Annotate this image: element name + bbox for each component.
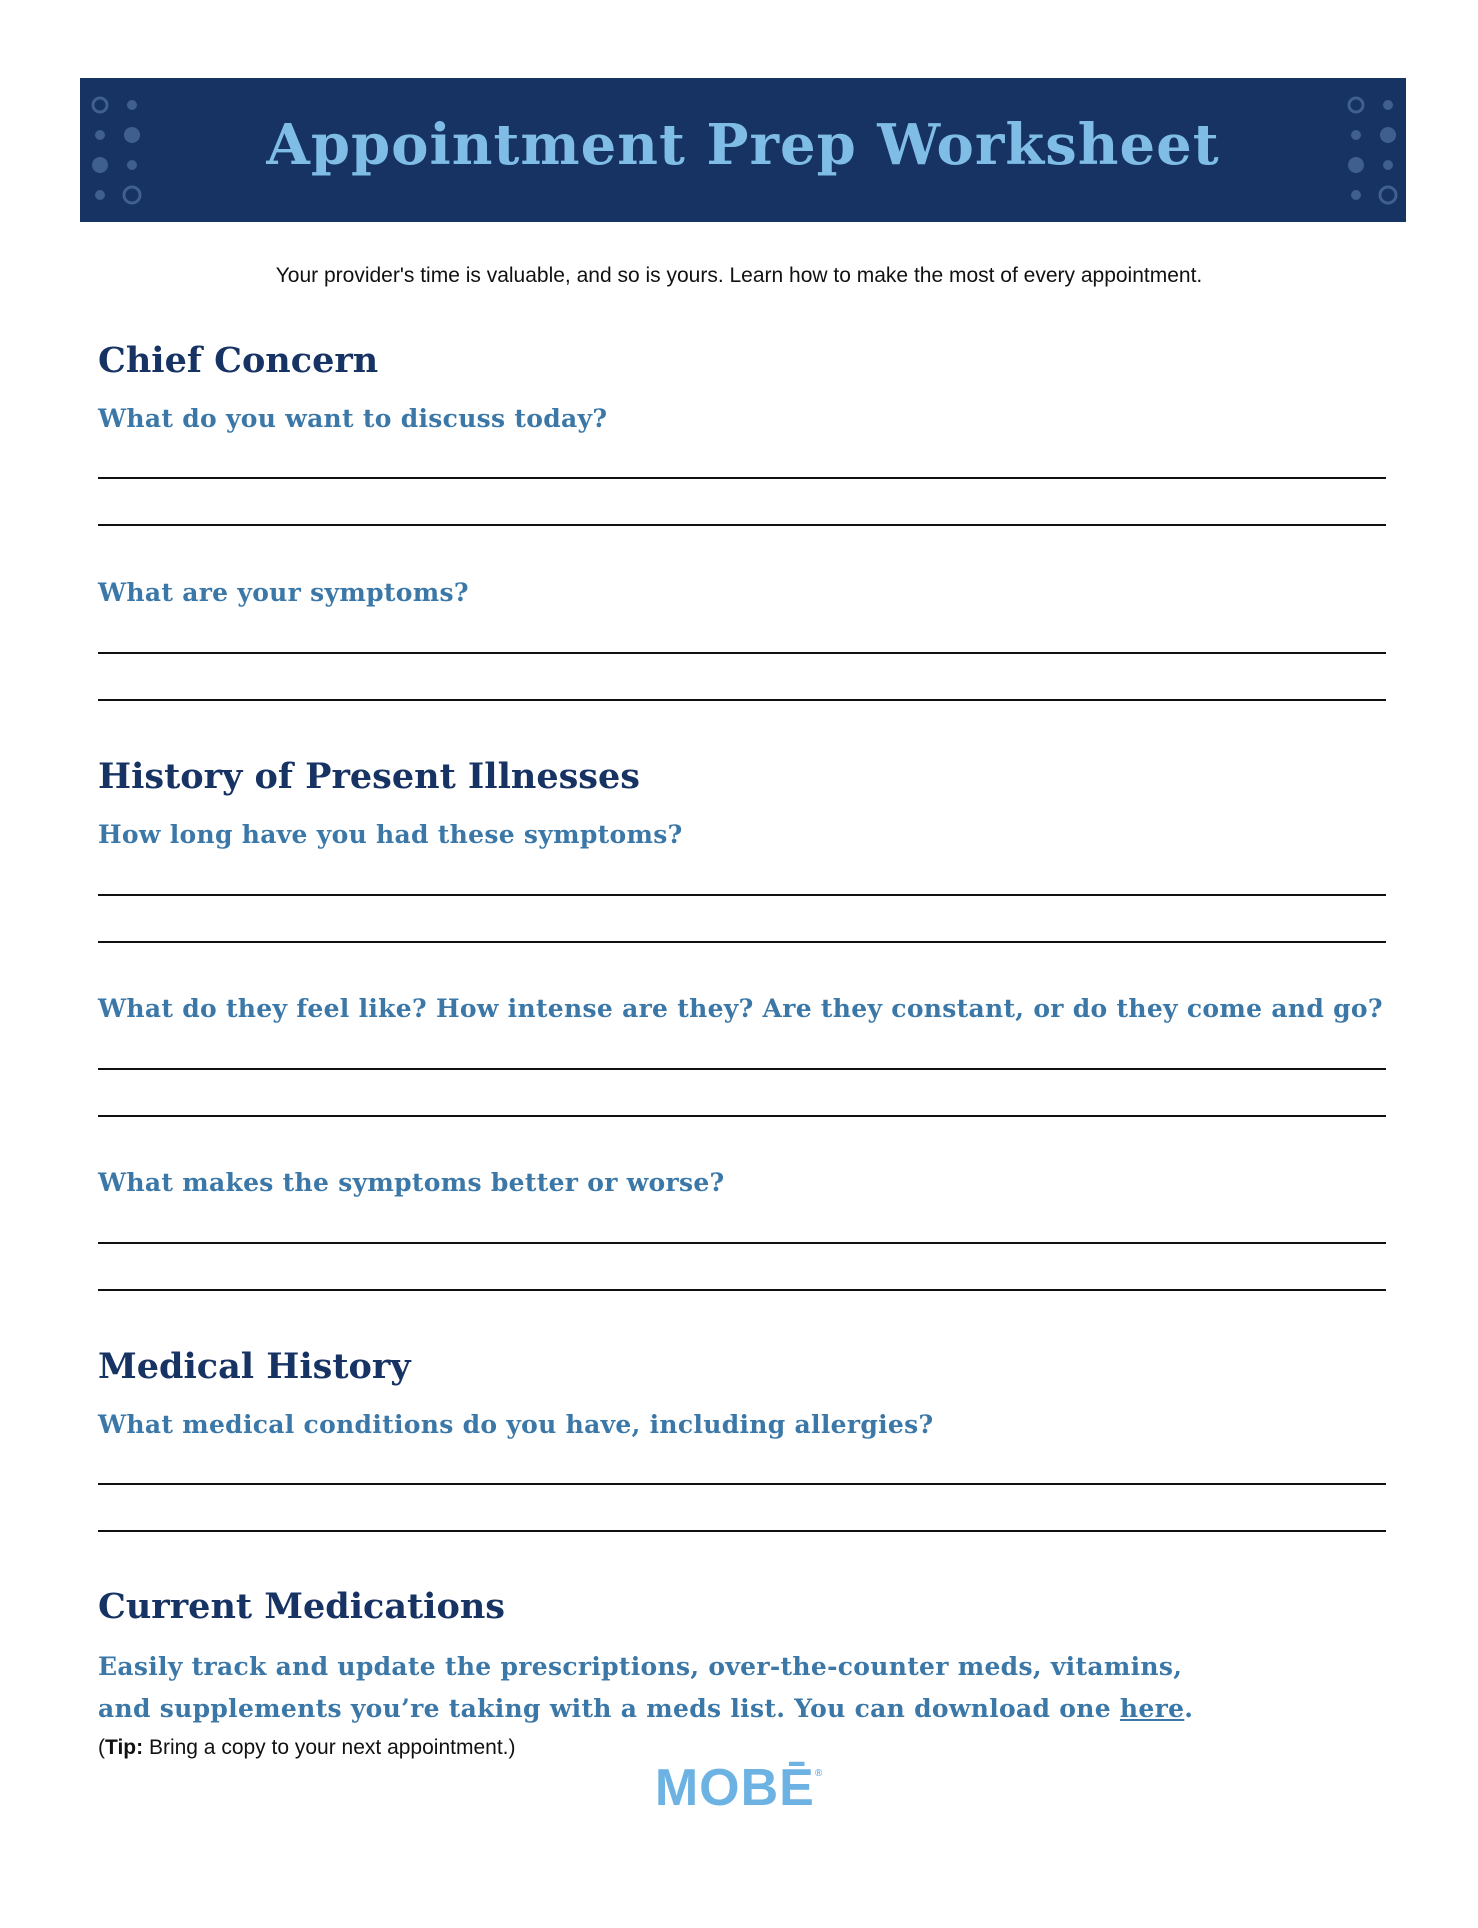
section-title-chief-concern: Chief Concern — [98, 340, 379, 381]
medications-line-2-text: and supplements you’re taking with a meds list. You can download one — [98, 1694, 1120, 1723]
answer-line[interactable] — [98, 524, 1386, 526]
question-how-long: How long have you had these symptoms? — [98, 820, 683, 849]
medications-description — [98, 1646, 1193, 1730]
answer-line[interactable] — [98, 941, 1386, 943]
answer-line[interactable] — [98, 477, 1386, 479]
answer-line[interactable] — [98, 1289, 1386, 1291]
medications-line-2-end: . — [1184, 1694, 1194, 1723]
answer-line[interactable] — [98, 1242, 1386, 1244]
logo-text: MOBĒ — [654, 1759, 815, 1817]
question-conditions: What medical conditions do you have, including allergies? — [98, 1410, 934, 1439]
answer-line[interactable] — [98, 1115, 1386, 1117]
tip-open: ( — [98, 1736, 105, 1759]
tip-text — [98, 1736, 515, 1760]
answer-line[interactable] — [98, 699, 1386, 701]
answer-line[interactable] — [98, 652, 1386, 654]
answer-line[interactable] — [98, 1483, 1386, 1485]
registered-mark: ® — [814, 1768, 824, 1779]
page-title: Appointment Prep Worksheet — [266, 112, 1220, 178]
download-meds-list-link[interactable]: here — [1119, 1694, 1185, 1723]
section-title-medical-history: Medical History — [98, 1346, 411, 1387]
section-title-history: History of Present Illnesses — [98, 756, 640, 797]
answer-line[interactable] — [98, 1530, 1386, 1532]
question-feel-like: What do they feel like? How intense are they? Are they constant, or do they come and go? — [98, 994, 1383, 1023]
decorative-dots-right — [1336, 78, 1406, 222]
intro-text: Your provider's time is valuable, and so is yours. Learn how to make the most of every appointment. — [275, 264, 1203, 287]
tip-label: Tip: — [105, 1736, 144, 1759]
question-discuss-today: What do you want to discuss today? — [98, 404, 608, 433]
question-better-worse: What makes the symptoms better or worse? — [98, 1168, 725, 1197]
question-symptoms: What are your symptoms? — [98, 578, 469, 607]
header-banner — [80, 78, 1406, 222]
medications-line-1: Easily track and update the prescriptions, over-the-counter meds, vitamins, — [98, 1652, 1183, 1681]
tip-body: Bring a copy to your next appointment.) — [143, 1736, 516, 1759]
medications-line-2 — [98, 1688, 1193, 1730]
mobe-logo — [0, 1758, 1478, 1818]
answer-line[interactable] — [98, 894, 1386, 896]
section-title-medications: Current Medications — [98, 1586, 505, 1627]
answer-line[interactable] — [98, 1068, 1386, 1070]
